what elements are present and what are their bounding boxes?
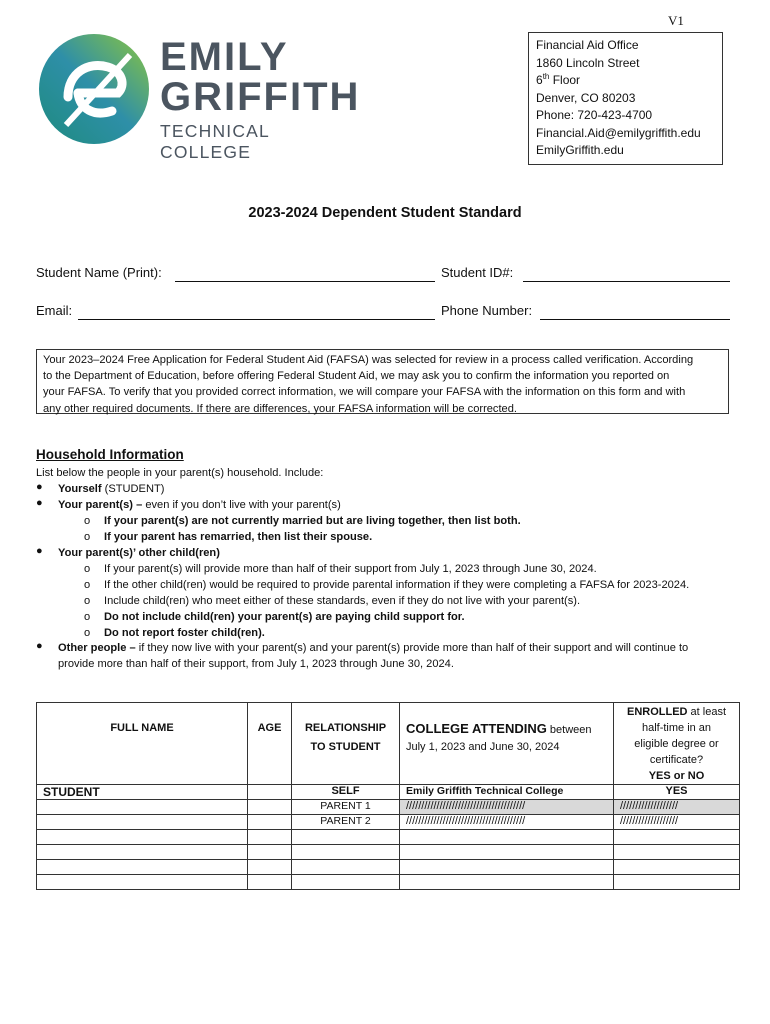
notice-line: your FAFSA. To verify that you provided correct information, we will compare your FAFSA with the information on this form and with [43, 386, 686, 399]
email-label: Email: [36, 303, 73, 318]
contact-office: Financial Aid Office [536, 38, 639, 52]
bullet-icon: ● [36, 640, 43, 652]
logo-text-technical-college: TECHNICAL COLLEGE [160, 121, 270, 162]
college-logo [38, 33, 361, 162]
contact-box [528, 32, 723, 165]
sub-bullet-text: If your parent(s) are not currently married but are living together, then list both. [104, 515, 521, 527]
contact-email: Financial.Aid@emilygriffith.edu [536, 125, 701, 140]
cell-enrolled-blocked: /////////////////// [614, 800, 740, 815]
header-relationship: RELATIONSHIP TO STUDENT [292, 703, 400, 785]
logo-emblem-icon [38, 33, 150, 145]
verification-notice [36, 349, 729, 414]
cell-name[interactable] [37, 800, 248, 815]
cell-enrolled: YES [614, 785, 740, 800]
phone-field[interactable] [540, 319, 730, 320]
sub-bullet-icon: o [84, 627, 91, 639]
cell-age[interactable] [248, 785, 292, 800]
cell-enrolled[interactable] [614, 860, 740, 875]
email-field[interactable] [78, 319, 435, 320]
floor-number: 6 [536, 73, 543, 87]
bullet-icon: ● [36, 481, 43, 493]
sub-bullet-icon: o [84, 611, 91, 623]
logo-text-emily: EMILY [160, 35, 289, 79]
table-row [37, 845, 740, 860]
cell-name[interactable] [37, 830, 248, 845]
student-name-label: Student Name (Print): [36, 265, 162, 280]
bullet-text: even if you don’t live with your parent(s) [142, 499, 341, 511]
floor-word: Floor [549, 73, 581, 87]
header-full-name: FULL NAME [37, 703, 248, 785]
cell-enrolled[interactable] [614, 875, 740, 890]
sub-bullet-text: Do not report foster child(ren). [104, 627, 265, 639]
cell-name[interactable] [37, 860, 248, 875]
cell-relationship: PARENT 2 [292, 815, 400, 830]
notice-line: to the Department of Education, before offering Federal Student Aid, we may ask you to confirm the information you reported on [43, 370, 670, 383]
cell-relationship[interactable] [292, 860, 400, 875]
household-heading: Household Information [36, 447, 184, 462]
cell-college[interactable] [400, 845, 614, 860]
cell-college-blocked: /////////////////////////////////////// [400, 815, 614, 830]
bullet-bold: Your parent(s) – [58, 499, 143, 511]
cell-age[interactable] [248, 875, 292, 890]
cell-age[interactable] [248, 830, 292, 845]
document-title: 2023-2024 Dependent Student Standard [248, 205, 522, 221]
cell-age[interactable] [248, 845, 292, 860]
bullet-icon: ● [36, 545, 43, 557]
sub-bullet-text: If the other child(ren) would be required to provide parental information if they were completing a FAFSA for 2023-2024. [104, 579, 690, 591]
sub-bullet-icon: o [84, 595, 91, 607]
phone-label: Phone Number: [441, 303, 533, 318]
bullet-text: (STUDENT) [101, 483, 165, 495]
student-id-label: Student ID#: [441, 265, 514, 280]
cell-enrolled[interactable] [614, 830, 740, 845]
contact-phone: Phone: 720-423-4700 [536, 108, 653, 122]
header-college: COLLEGE ATTENDING between July 1, 2023 and June 30, 2024 [400, 703, 614, 785]
sub-bullet-icon: o [84, 579, 91, 591]
header-age: AGE [248, 703, 292, 785]
bullet-parents [58, 497, 341, 513]
table-row [37, 830, 740, 845]
version-label: V1 [668, 13, 684, 28]
bullet-bold: Other people – [58, 642, 136, 654]
table-row [37, 800, 740, 815]
floor-suffix: th [542, 72, 550, 81]
table-row [37, 875, 740, 890]
bullet-text-continued: provide more than half of their support, from July 1, 2023 through June 30, 2024. [58, 658, 454, 670]
household-lead: List below the people in your parent(s) household. Include: [36, 467, 324, 479]
cell-college[interactable] [400, 830, 614, 845]
contact-website: EmilyGriffith.edu [536, 143, 624, 157]
cell-college[interactable] [400, 875, 614, 890]
sub-bullet-text: Do not include child(ren) your parent(s) are paying child support for. [104, 611, 465, 623]
logo-text-griffith: GRIFFITH [160, 75, 361, 119]
sub-bullet-text: Include child(ren) who meet either of these standards, even if they do not live with your parent(s). [104, 595, 581, 607]
sub-bullet-text: If your parent(s) will provide more than half of their support from July 1, 2023 through June 30, 2024. [104, 563, 597, 575]
household-table [36, 702, 740, 890]
student-name-field[interactable] [175, 281, 435, 282]
cell-age[interactable] [248, 815, 292, 830]
table-row [37, 860, 740, 875]
bullet-yourself [58, 481, 164, 497]
cell-relationship[interactable] [292, 830, 400, 845]
cell-college[interactable] [400, 860, 614, 875]
bullet-text: if they now live with your parent(s) and your parent(s) provide more than half of their support and will continue to [135, 642, 689, 654]
cell-relationship[interactable] [292, 875, 400, 890]
contact-city: Denver, CO 80203 [536, 90, 636, 105]
cell-relationship: PARENT 1 [292, 800, 400, 815]
sub-bullet-text: If your parent has remarried, then list their spouse. [104, 531, 373, 543]
sub-bullet-icon: o [84, 563, 91, 575]
cell-name[interactable] [37, 845, 248, 860]
bullet-icon: ● [36, 497, 43, 509]
cell-relationship[interactable] [292, 845, 400, 860]
sub-bullet-icon: o [84, 531, 91, 543]
contact-street: 1860 Lincoln Street [536, 55, 640, 70]
cell-age[interactable] [248, 800, 292, 815]
table-header-row [37, 703, 740, 785]
cell-name[interactable]: STUDENT [37, 785, 248, 800]
sub-bullet-icon: o [84, 515, 91, 527]
cell-name[interactable] [37, 875, 248, 890]
header-enrolled: ENROLLED at least half-time in an eligible degree or certificate? YES or NO [614, 703, 740, 785]
notice-line: Your 2023–2024 Free Application for Federal Student Aid (FAFSA) was selected for review in a process called verification. According [43, 354, 694, 366]
bullet-other-people [58, 640, 688, 656]
bullet-other-children: Your parent(s)’ other child(ren) [58, 547, 220, 559]
notice-line: any other required documents. If there are differences, your FAFSA information will be corrected. [43, 402, 517, 415]
table-row [37, 815, 740, 830]
cell-college-blocked: /////////////////////////////////////// [400, 800, 614, 815]
student-id-field[interactable] [523, 281, 730, 282]
table-row [37, 785, 740, 800]
cell-name[interactable] [37, 815, 248, 830]
cell-enrolled-blocked: /////////////////// [614, 815, 740, 830]
cell-enrolled[interactable] [614, 845, 740, 860]
cell-age[interactable] [248, 860, 292, 875]
bullet-bold: Yourself [58, 483, 102, 495]
contact-floor [536, 72, 722, 90]
cell-college: Emily Griffith Technical College [400, 785, 614, 800]
cell-relationship: SELF [292, 785, 400, 800]
